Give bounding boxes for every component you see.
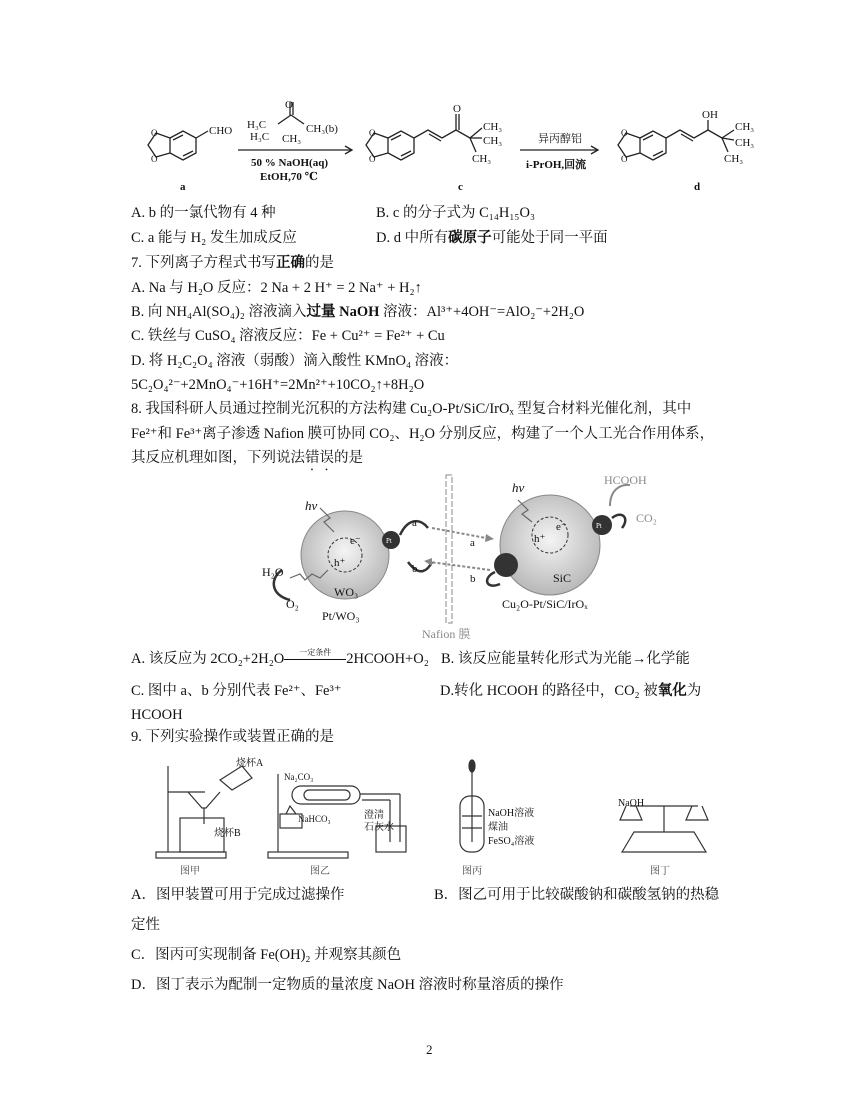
q8-stem-line2: Fe²⁺和 Fe³⁺离子渗透 Nafion 膜可协同 CO₂、H₂O 分别反应，构建了一个人工光合作用体系，	[131, 426, 715, 442]
cond2-line2: i-PrOH,回流	[526, 159, 587, 171]
svg-text:CH₃: CH₃	[472, 153, 492, 165]
q9-option-a: A．图甲装置可用于完成过滤操作	[131, 887, 345, 903]
apparatus-figures	[150, 756, 740, 878]
svg-text:H₃C: H₃C	[247, 119, 267, 131]
svg-text:O: O	[151, 128, 158, 138]
svg-text:NaHCO₃: NaHCO₃	[298, 814, 331, 824]
q8-stem-line3: 其反应机理如图，下列说法错误的是	[131, 450, 363, 466]
q7-stem: 7. 下列离子方程式书写正确的是	[131, 255, 334, 271]
q8-option-c: C. 图中 a、b 分别代表 Fe²⁺、Fe³⁺	[131, 683, 342, 699]
q7-option-d: D. 将 H₂C₂O₄ 溶液（弱酸）滴入酸性 KMnO₄ 溶液：	[131, 353, 459, 369]
svg-text:烧杯B: 烧杯B	[214, 828, 241, 839]
svg-text:CH₃: CH₃	[735, 121, 755, 133]
q8-option-d-wrap: HCOOH	[131, 707, 183, 723]
q9-option-c: C．图丙可实现制备 Fe(OH)₂ 并观察其颜色	[131, 947, 402, 963]
svg-text:图丁: 图丁	[650, 866, 670, 877]
svg-text:Cu₂O-Pt/SiC/IrOₓ: Cu₂O-Pt/SiC/IrOₓ	[502, 597, 588, 611]
photocatalysis-diagram	[250, 470, 670, 645]
svg-text:图丙: 图丙	[462, 866, 482, 877]
label-a: a	[180, 181, 186, 193]
svg-text:O: O	[369, 128, 376, 138]
svg-text:CH₃: CH₃	[483, 121, 503, 133]
q6-option-a: A. b 的一氯代物有 4 种	[131, 205, 276, 221]
svg-text:h⁺: h⁺	[334, 557, 346, 569]
q8-option-d: D.转化 HCOOH 的路径中，CO₂ 被氧化为	[440, 683, 702, 699]
svg-text:WO₃: WO₃	[334, 585, 359, 599]
cond2-line1: 异丙醇铝	[538, 133, 582, 145]
svg-text:a: a	[470, 537, 475, 549]
svg-text:图甲: 图甲	[180, 866, 200, 877]
svg-text:烧杯A: 烧杯A	[236, 758, 264, 769]
svg-text:O: O	[151, 154, 158, 164]
q9-option-d: D．图丁表示为配制一定物质的量浓度 NaOH 溶液时称量溶质的操作	[131, 977, 564, 993]
svg-text:CH₃: CH₃	[483, 135, 503, 147]
q6-option-d: D. d 中所有碳原子可能处于同一平面	[376, 230, 608, 246]
page-number: 2	[426, 1042, 433, 1057]
cond1-line1: 50 % NaOH(aq)	[251, 157, 328, 169]
svg-text:a: a	[412, 517, 417, 529]
label-d: d	[694, 181, 701, 193]
svg-text:b: b	[412, 563, 418, 575]
q8-stem-line1: 8. 我国科研人员通过控制光沉积的方法构建 Cu₂O-Pt/SiC/IrOₓ 型复合材料光催化剂，其中	[131, 401, 692, 417]
svg-text:石灰水: 石灰水	[364, 822, 394, 833]
svg-text:O: O	[453, 103, 461, 115]
svg-text:FeSO₄溶液: FeSO₄溶液	[488, 836, 535, 847]
q7-option-c: C. 铁丝与 CuSO₄ 溶液反应：Fe + Cu²⁺ = Fe²⁺ + Cu	[131, 328, 445, 344]
svg-text:图乙: 图乙	[310, 866, 330, 877]
svg-text:b: b	[470, 573, 476, 585]
q7-option-a: A. Na 与 H₂O 反应：2 Na + 2 H⁺ = 2 Na⁺ + H₂↑	[131, 280, 422, 296]
q7-option-d-equation: 5C₂O₄²⁻+2MnO₄⁻+16H⁺=2Mn²⁺+10CO₂↑+8H₂O	[131, 377, 425, 393]
svg-text:h⁺: h⁺	[534, 533, 546, 545]
svg-text:煤油: 煤油	[488, 822, 508, 833]
svg-text:CH₃: CH₃	[735, 137, 755, 149]
svg-text:e⁻: e⁻	[556, 521, 567, 533]
svg-text:hv: hv	[305, 498, 318, 513]
svg-text:H₃C: H₃C	[250, 131, 270, 143]
svg-text:CH₃: CH₃	[282, 133, 302, 145]
svg-text:O: O	[369, 154, 376, 164]
svg-text:Pt: Pt	[386, 537, 392, 545]
q7-option-b: B. 向 NH₄Al(SO₄)₂ 溶液滴入过量 NaOH 溶液：Al³⁺+4OH⁻=AlO₂⁻+2H₂O	[131, 304, 585, 320]
q6-option-c: C. a 能与 H₂ 发生加成反应	[131, 230, 297, 246]
svg-text:O: O	[285, 100, 293, 111]
cond1-line2: EtOH,70 ℃	[260, 171, 318, 183]
q9-stem: 9. 下列实验操作或装置正确的是	[131, 729, 334, 745]
reaction-scheme	[120, 100, 770, 200]
svg-text:O₂: O₂	[286, 597, 299, 611]
svg-text:O: O	[621, 154, 628, 164]
svg-text:Na₂CO₃: Na₂CO₃	[284, 772, 314, 782]
svg-text:澄清: 澄清	[364, 810, 384, 821]
svg-text:CH₃: CH₃	[724, 153, 744, 165]
label-c: c	[458, 181, 463, 193]
svg-text:NaOH溶液: NaOH溶液	[488, 808, 535, 819]
q9-option-b-wrap: 定性	[131, 917, 160, 933]
svg-text:Nafion 膜: Nafion 膜	[422, 627, 471, 641]
svg-text:H₂O: H₂O	[262, 565, 284, 579]
svg-text:HCOOH: HCOOH	[604, 473, 647, 487]
svg-text:NaOH: NaOH	[618, 798, 645, 809]
svg-text:Pt/WO₃: Pt/WO₃	[322, 609, 360, 623]
q8-option-a: A. 该反应为 2CO₂+2H₂O 一定条件 2HCOOH+O₂	[131, 648, 429, 667]
q6-option-b: B. c 的分子式为 C₁₄H₁₅O₃	[376, 205, 535, 221]
cho-label: CHO	[209, 125, 233, 137]
svg-text:e⁻: e⁻	[350, 535, 361, 547]
svg-text:CO₂: CO₂	[636, 511, 657, 525]
svg-text:SiC: SiC	[553, 571, 572, 585]
svg-text:Pt: Pt	[596, 522, 602, 530]
svg-text:O: O	[621, 128, 628, 138]
svg-text:OH: OH	[702, 109, 718, 121]
svg-text:hv: hv	[512, 480, 525, 495]
svg-text:CH₃(b): CH₃(b)	[306, 123, 338, 135]
q8-option-b: B. 该反应能量转化形式为光能→化学能	[441, 651, 690, 667]
q9-option-b: B．图乙可用于比较碳酸钠和碳酸氢钠的热稳	[434, 887, 720, 903]
